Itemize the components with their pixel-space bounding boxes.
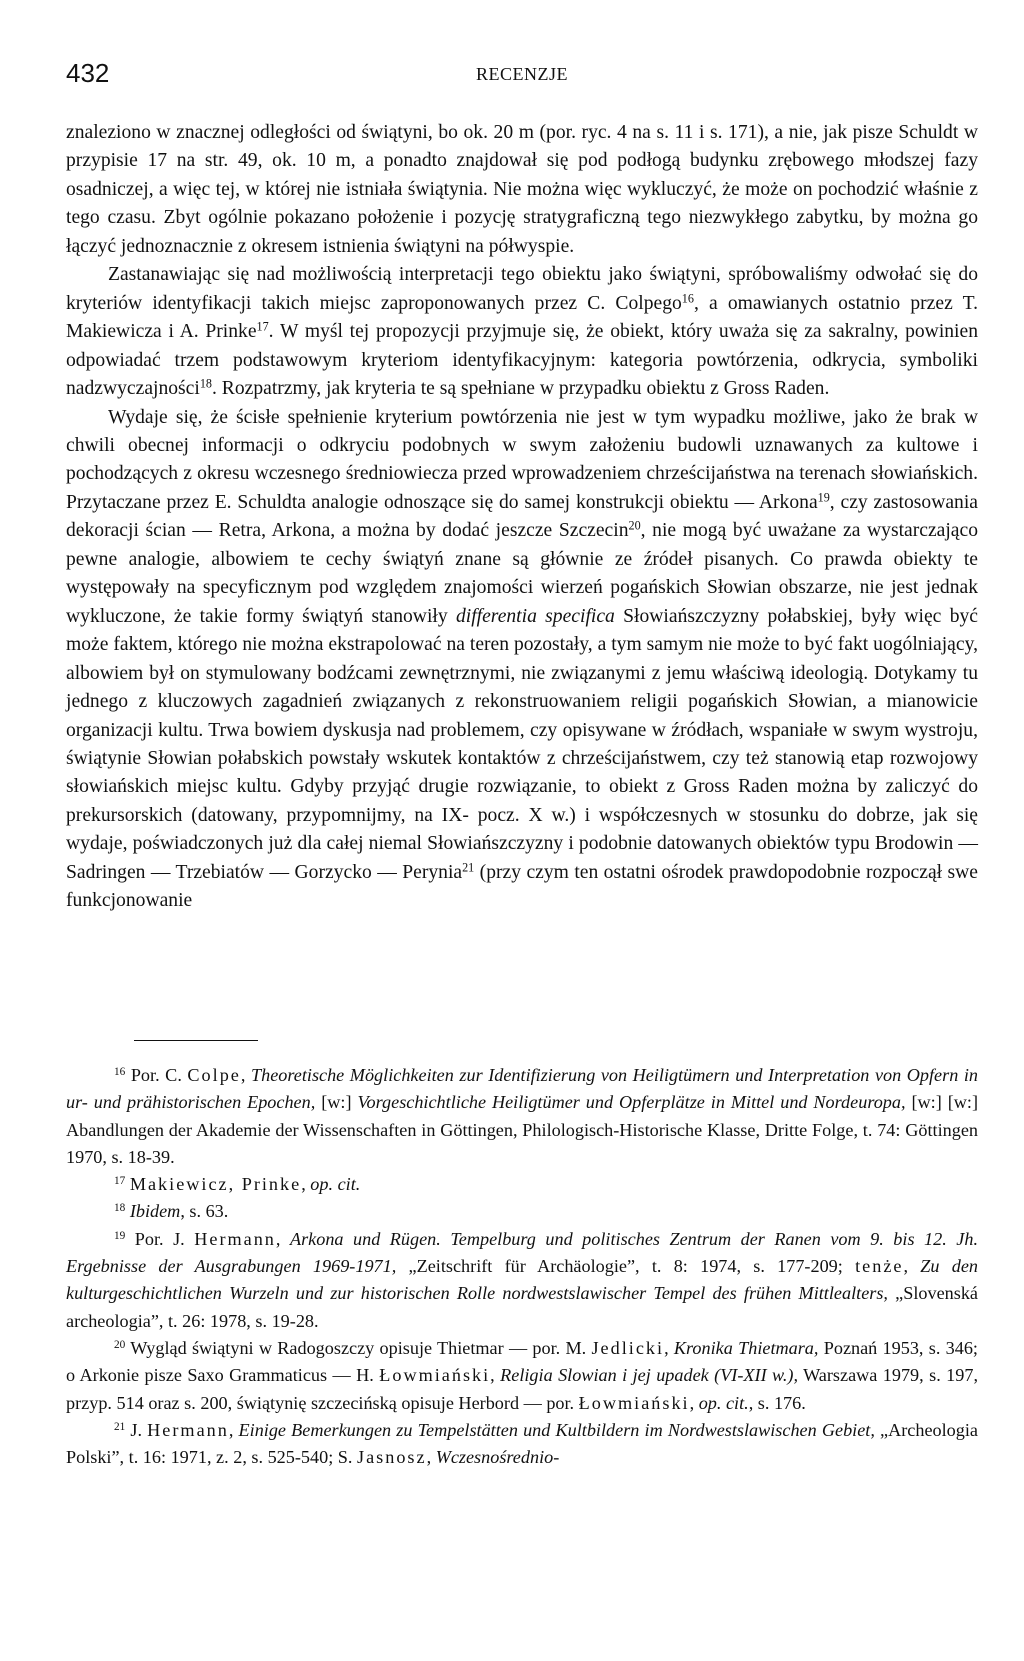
footnote-ref-19: 19 [817, 490, 830, 505]
footnote-ref-20: 20 [628, 518, 641, 533]
footnote-ref-17: 17 [256, 319, 269, 334]
paragraph-1: znaleziono w znacznej odległości od świątyni, bo ok. 20 m (por. ryc. 4 na s. 11 i s. 171), a nie, jak pisze Schuldt w przypisie 17 na str. 49, ok. 10 m, a ponadto znajdował się pod podłogą budynku zrębowego młodszej fazy osadniczej, a więc tej, w której nie istniała świątynia. Nie można więc wykluczyć, że może on pochodzić właśnie z tego czasu. Zbyt ogólnie pokazano położenie i pozycję stratygraficzną tego niezwykłego zabytku, by można go łączyć jednoznacznie z okresem istnienia świątyni na półwyspie. [66, 122, 978, 257]
running-title: RECENZJE [476, 64, 568, 84]
body-text [66, 119, 978, 916]
footnote-ref-16: 16 [681, 291, 694, 306]
footnote-ref-21: 21 [462, 860, 475, 875]
footnote-20: $^{20}$ Wygląd świątyni w Radogoszczy opisuje Thietmar — por. M. Jedlicki, Kronika Thietmara, Poznań 1953, s. 346; o Arkonie pisze Saxo Grammaticus — H. Łowmiański, Religia Slowian i jej upadek (VI-XII w.), Warszawa 1979, s. 197, przyp. 514 oraz s. 200, świątynię szczecińską opisuje Herbord — por. Łowmiański, op. cit., s. 176. [66, 1337, 978, 1413]
footnote-17: $^{17}$ Makiewicz, Prinke, op. cit. [114, 1174, 361, 1195]
footnote-separator [134, 1040, 258, 1041]
page-header [66, 58, 978, 98]
page-number: 432 [66, 58, 110, 88]
footnote-19: $^{19}$ Por. J. Hermann, Arkona und Rügen. Tempelburg und politisches Zentrum der Ranen vom 9. bis 12. Jh. Ergebnisse der Ausgrabungen 1969-1971, „Zeitschrift für Archäologie”, t. 8: 1974, s. 177-209; tenże, Zu den kulturgeschichtlichen Wurzeln und zur historischen Rolle nordwestslawischer Tempel des frühen Mittlealters, „Slovenská archeologia”, t. 26: 1978, s. 19-28. [66, 1228, 979, 1331]
paragraph-2: Zastanawiając się nad możliwością interpretacji tego obiektu jako świątyni, spróbowaliśmy odwołać się do kryteriów identyfikacji takich miejsc zaproponowanych przez C. Colpego$^{16}$, a omawianych ostatnio przez T. Makiewicza i A. Prinke$^{17}$. W myśl tej propozycji przyjmuje się, że obiekt, który uważa się za sakralny, powinien odpowiadać trzem podstawowym kryteriom identyfikacyjnym: kategoria powtórzenia, odkrycia, symboliki nadzwyczajności$^{18}$. Rozpatrzmy, jak kryteria te są spełniane w przypadku obiektu z Gross Raden. [66, 264, 978, 400]
footnote-18: $^{18}$ Ibidem, s. 63. [114, 1201, 229, 1222]
footnote-ref-18: 18 [199, 376, 212, 391]
footnote-21: $^{21}$ J. Hermann, Einige Bemerkungen zu Tempelstätten und Kultbildern im Nordwestslawischen Gebiet, „Archeologia Polski”, t. 16: 1971, z. 2, s. 525-540; S. Jasnosz, Wczesnośrednio- [66, 1419, 978, 1468]
paragraph-3: Wydaje się, że ścisłe spełnienie kryterium powtórzenia nie jest w tym wypadku możliwe, jako że brak w chwili obecnej informacji o odkryciu podobnych w swym założeniu budowli uznawanych za kultowe i pochodzących z okresu wczesnego średniowiecza przed wprowadzeniem chrześcijaństwa na terenach słowiańskich. Przytaczane przez E. Schuldta analogie odnoszące się do samej konstrukcji obiektu — Arkona$^{19}$, czy zastosowania dekoracji ścian — Retra, Arkona, a można by dodać jeszcze Szczecin$^{20}$, nie mogą być uważane za wystarczająco pewne analogie, albowiem te cechy świątyń znane są głównie ze źródeł pisanych. Co prawda obiekty te występowały na specyficznym pod względem znajomości wierzeń pogańskich Słowian obszarze, nie jest jednak wykluczone, że takie formy świątyń stanowiły differentia specifica Słowiańszczyzny połabskiej, były więc być może faktem, którego nie można ekstrapolować na teren pozostały, a tym samym nie może to być fakt uogólniający, albowiem był on stymulowany bodźcami zewnętrznymi, nie związanymi z jemu właściwą ideologią. Dotykamy tu jednego z kluczowych zagadnień związanych z rekonstruowaniem religii pogańskich Słowian, a mianowicie organizacji kultu. Trwa bowiem dyskusja nad problemem, czy opisywane w źródłach, wspaniałe w swym wystroju, świątynie Słowian połabskich powstały wskutek kontaktów z chrześcijaństwem, czy też stanowią etap rozwojowy słowiańskich miejsc kultu. Gdyby przyjąć drugie rozwiązanie, to obiekt z Gross Raden można by zaliczyć do prekursorskich (datowany, przypomnijmy, na IX- pocz. X w.) i współczesnych w stosunku do dobrze, jak się wydaje, poświadczonych już dla całej niemal Słowiańszczyzny i podobnie datowanych obiektów typu Brodowin — Sadringen — Trzebiatów — Gorzycko — Perynia$^{21}$ (przy czym ten ostatni ośrodek prawdopodobnie rozpoczął swe funkcjonowanie [66, 406, 978, 912]
footnote-16: $^{16}$ Por. C. Colpe, Theoretische Möglichkeiten zur Identifizierung von Heiligtümern und Interpretation von Opfern in ur- und prähistorischen Epochen, [w:] Vorgeschichtliche Heiligtümer und Opferplätze in Mittel und Nordeuropa, [w:] [w:] Abandlungen der Akademie der Wissenschaften in Göttingen, Philologisch-Historische Klasse, Dritte Folge, t. 74: Göttingen 1970, s. 18-39. [66, 1065, 978, 1167]
footnotes [66, 1062, 978, 1471]
